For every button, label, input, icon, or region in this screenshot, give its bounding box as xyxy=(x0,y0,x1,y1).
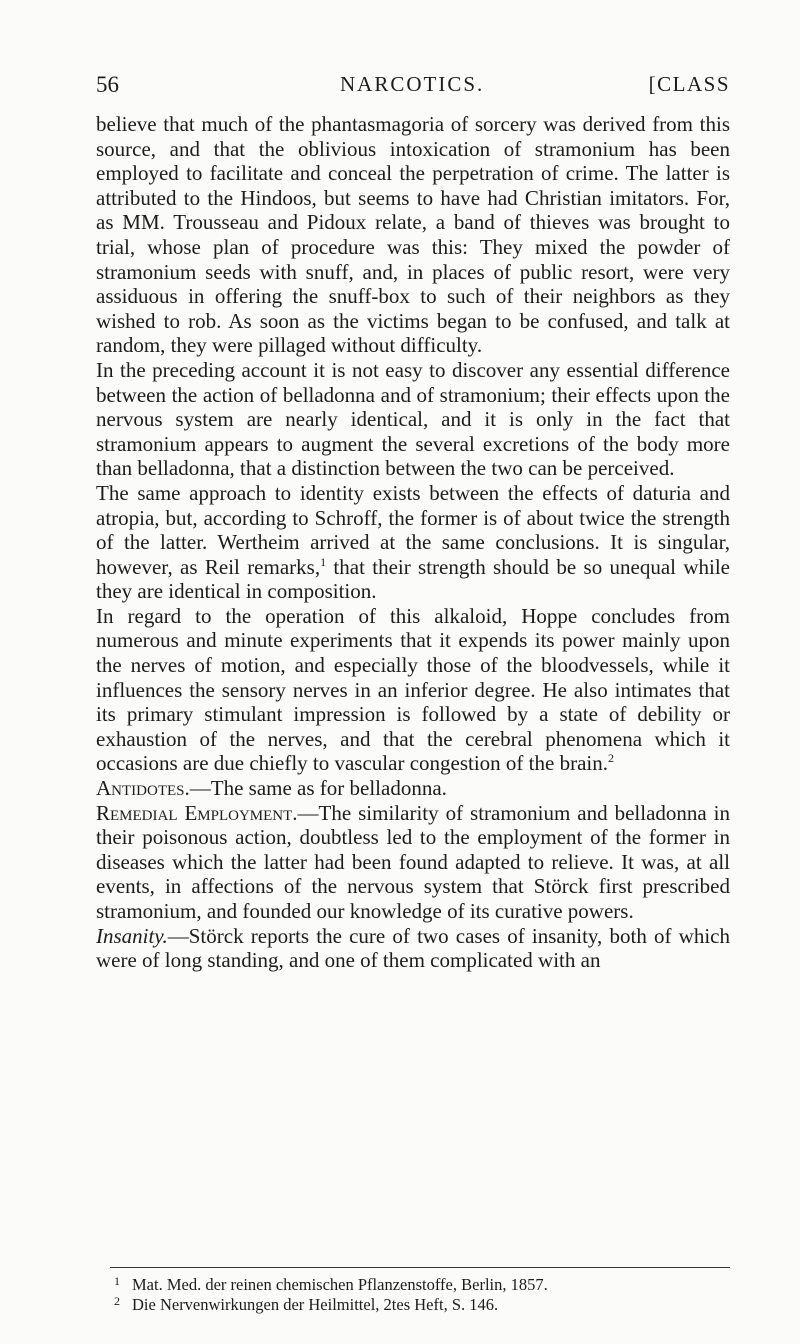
subheading-insanity: Insanity. xyxy=(96,923,168,948)
paragraph xyxy=(96,604,730,776)
section-heading-antidotes: Antidotes. xyxy=(96,776,190,801)
page-number: 56 xyxy=(96,72,119,97)
footnote-ref: 1 xyxy=(320,554,327,569)
paragraph: believe that much of the phantasmagoria of sorcery was derived from this source, and that the oblivious intoxication of stramonium has been employed to facilitate and conceal the perpetration of crime. The latter is attributed to the Hindoos, but seems to have had Christian imitators. For, as MM. Trousseau and Pidoux relate, a band of thieves was brought to trial, whose plan of procedure was this: They mixed the powder of stramonium seeds with snuff, and, in places of public resort, were very assiduous in offering the snuff-box to such of their neighbors as they wished to rob. As soon as the victims began to be confused, and talk at random, they were pillaged without difficulty. xyxy=(96,112,730,358)
footnote-divider xyxy=(110,1267,730,1268)
footnote-mark: 1 xyxy=(114,1274,120,1288)
footnote-text: Mat. Med. der reinen chemischen Pflanzenstoffe, Berlin, 1857. xyxy=(132,1275,548,1294)
footnote-ref: 2 xyxy=(607,751,614,766)
section-heading-remedial: Remedial Employment. xyxy=(96,800,298,825)
paragraph-text: In regard to the operation of this alkaloid, Hoppe concludes from numerous and minute experiments that it expends its power mainly upon the nerves of motion, and especially those of the bloodvessels, while it influences the sensory nerves in an inferior degree. He also intimates that its primary stimulant impression is followed by a state of debility or exhaustion of the nerves, and that the cerebral phenomena which it occasions are due chiefly to vascular congestion of the brain. xyxy=(96,603,730,776)
paragraph-text: —Störck reports the cure of two cases of insanity, both of which were of long standing, and one of them complicated with an xyxy=(96,923,730,973)
paragraph xyxy=(96,801,730,924)
footnote-mark: 2 xyxy=(114,1294,120,1308)
paragraph-text: that their strength should be so unequal while they are identical in composition. xyxy=(96,554,730,604)
paragraph-text: —The similarity of stramonium and belladonna in their poisonous action, doubtless led to the employment of the former in diseases which the latter had been found adapted to relieve. It was, at all events, in affections of the nervous system that Störck first prescribed stramonium, and founded our knowledge of its curative powers. xyxy=(96,800,730,923)
paragraph-text: —The same as for belladonna. xyxy=(189,776,447,801)
footnotes xyxy=(110,1275,730,1315)
paragraph xyxy=(96,481,730,604)
body-text xyxy=(96,112,730,973)
section-label: [CLASS xyxy=(648,72,730,96)
footnote xyxy=(110,1275,730,1295)
paragraph xyxy=(96,776,730,801)
paragraph xyxy=(96,924,730,973)
footnote xyxy=(110,1295,730,1315)
page-header xyxy=(96,62,730,102)
footnote-text: Die Nervenwirkungen der Heilmittel, 2tes Heft, S. 146. xyxy=(132,1295,499,1314)
paragraph-text: The same approach to identity exists between the effects of daturia and atropia, but, according to Schroff, the former is of about twice the strength of the latter. Wertheim arrived at the same conclusions. It is singular, however, as Reil remarks, xyxy=(96,480,730,579)
paragraph: In the preceding account it is not easy to discover any essential difference between the action of belladonna and of stramonium; their effects upon the nervous system are nearly identical, and it is only in the fact that stramonium appears to augment the several excretions of the body more than belladonna, that a distinction between the two can be perceived. xyxy=(96,357,730,481)
running-head: NARCOTICS. xyxy=(340,72,485,96)
